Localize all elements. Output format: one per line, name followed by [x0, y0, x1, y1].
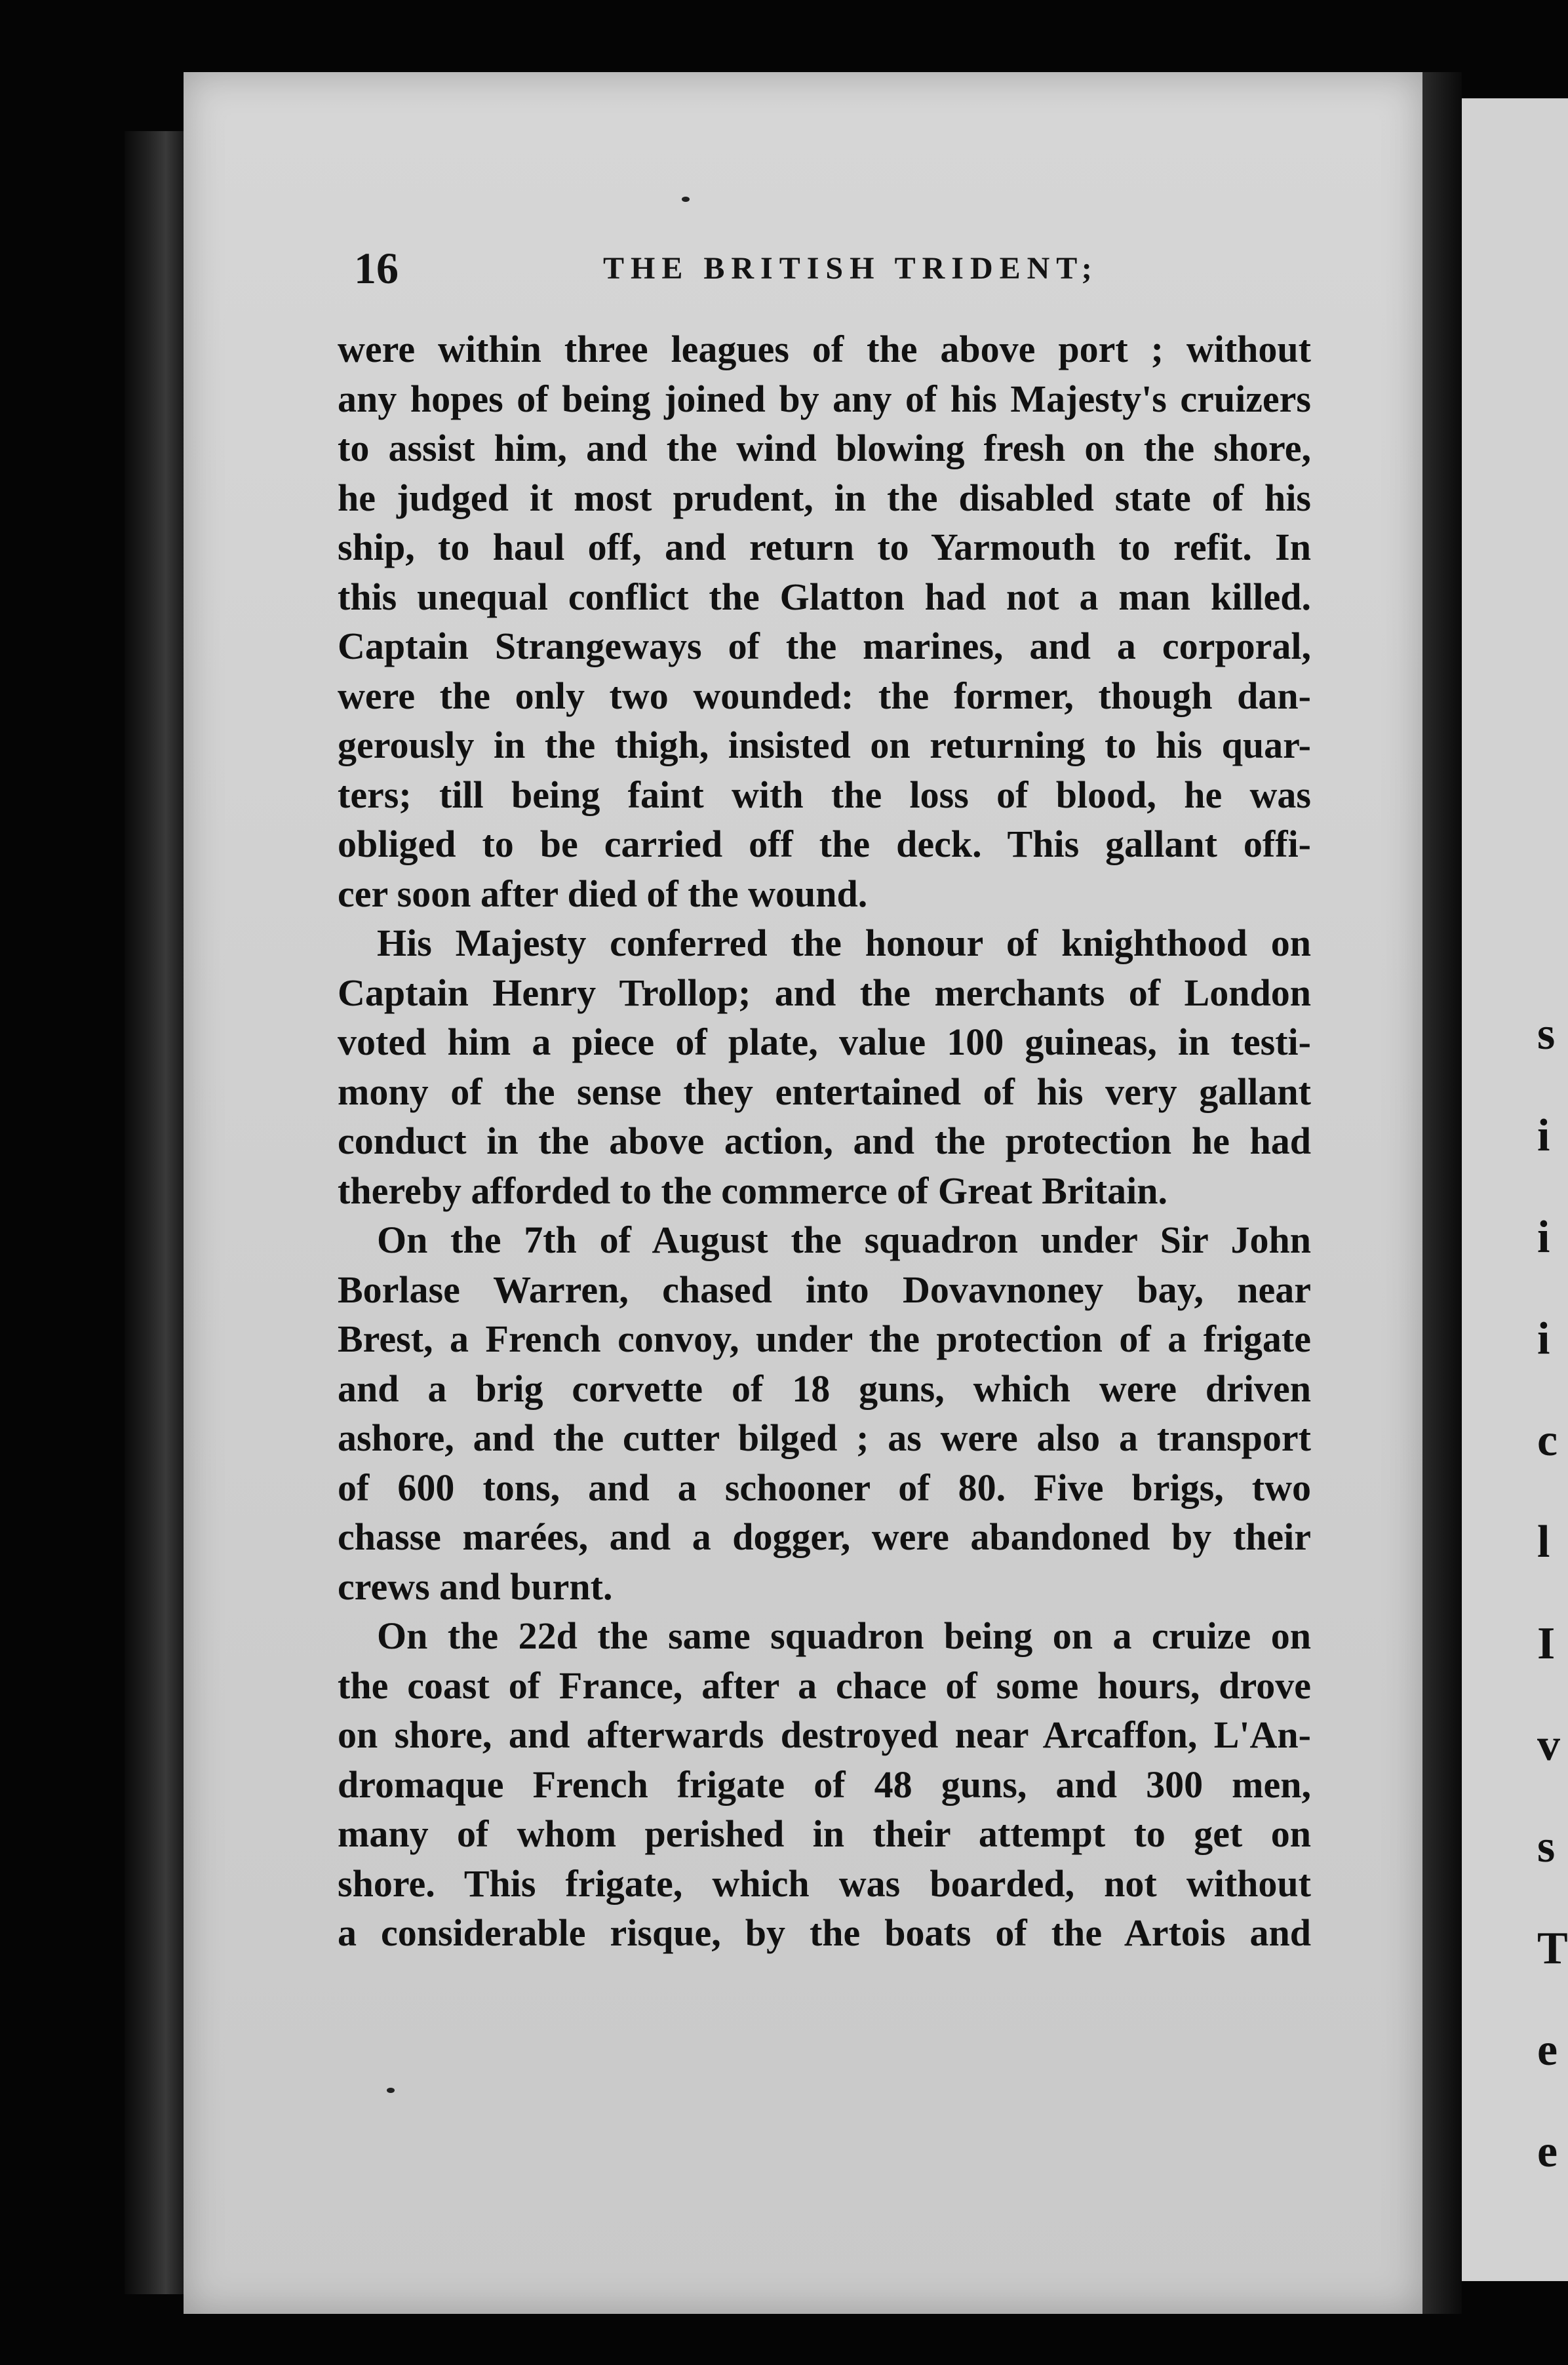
facing-letter: i: [1537, 1314, 1550, 1364]
text-line: dromaque French frigate of 48 guns, and 300 men,: [338, 1763, 1311, 1806]
text-line: on shore, and afterwards destroyed near Arcaffon, L'An-: [338, 1713, 1311, 1756]
running-title: THE BRITISH TRIDENT;: [603, 251, 1099, 286]
text-line: On the 7th of August the squadron under Sir John: [377, 1219, 1311, 1261]
text-line: crews and burnt.: [338, 1565, 613, 1608]
text-line: Captain Henry Trollop; and the merchants of London: [338, 971, 1311, 1014]
text-line: His Majesty conferred the honour of knighthood on: [377, 922, 1311, 964]
text-line: obliged to be carried off the deck. This gallant offi-: [338, 823, 1311, 865]
text-line: he judged it most prudent, in the disabled state of his: [338, 476, 1311, 519]
text-line: were within three leagues of the above port ; without: [338, 328, 1311, 370]
facing-letter: i: [1537, 1212, 1550, 1262]
facing-letter: T: [1537, 1923, 1568, 1974]
page-header: [354, 243, 1350, 295]
text-line: voted him a piece of plate, value 100 guineas, in testi-: [338, 1021, 1311, 1063]
text-line: any hopes of being joined by any of his Majesty's cruizers: [338, 377, 1311, 420]
body-text: [338, 324, 1311, 1958]
text-line: the coast of France, after a chace of some hours, drove: [338, 1664, 1311, 1707]
text-line: ters; till being faint with the loss of blood, he was: [338, 773, 1311, 816]
text-line: were the only two wounded: the former, though dan-: [338, 674, 1311, 717]
text-line: to assist him, and the wind blowing fresh on the shore,: [338, 427, 1311, 469]
text-line: many of whom perished in their attempt to get on: [338, 1812, 1311, 1855]
text-line: Brest, a French convoy, under the protection of a frigate: [338, 1318, 1311, 1360]
print-speck: [387, 2088, 395, 2093]
facing-letter: i: [1537, 1110, 1550, 1161]
text-line: ashore, and the cutter bilged ; as were also a transport: [338, 1417, 1311, 1459]
gutter-shadow: [1422, 72, 1462, 2314]
page-number: 16: [354, 243, 399, 293]
text-line: this unequal conflict the Glatton had not a man killed.: [338, 575, 1311, 618]
facing-letter: c: [1537, 1415, 1558, 1466]
text-line: Captain Strangeways of the marines, and a corporal,: [338, 625, 1311, 667]
text-line: ship, to haul off, and return to Yarmouth to refit. In: [338, 526, 1311, 568]
facing-page-letters: [1537, 983, 1568, 2177]
text-line: conduct in the above action, and the protection he had: [338, 1120, 1311, 1162]
facing-letter: I: [1537, 1618, 1556, 1669]
facing-letter: s: [1537, 1009, 1556, 1059]
text-line: a considerable risque, by the boats of the Artois and: [338, 1911, 1311, 1954]
text-line: of 600 tons, and a schooner of 80. Five brigs, two: [338, 1466, 1311, 1509]
facing-letter: e: [1537, 2025, 1558, 2075]
text-line: and a brig corvette of 18 guns, which were driven: [338, 1367, 1311, 1410]
text-line: chasse marées, and a dogger, were abandoned by their: [338, 1515, 1311, 1558]
text-line: cer soon after died of the wound.: [338, 872, 868, 915]
print-speck: [682, 197, 690, 202]
facing-letter: v: [1537, 1720, 1560, 1770]
text-line: shore. This frigate, which was boarded, not without: [338, 1862, 1311, 1905]
book-binding-edge: [125, 131, 184, 2294]
facing-letter: e: [1537, 2126, 1558, 2177]
text-line: thereby afforded to the commerce of Great Britain.: [338, 1169, 1167, 1212]
text-line: On the 22d the same squadron being on a cruize on: [377, 1614, 1311, 1657]
facing-letter: s: [1537, 1822, 1556, 1872]
facing-letter: l: [1537, 1517, 1550, 1567]
text-line: mony of the sense they entertained of his very gallant: [338, 1070, 1311, 1113]
text-line: Borlase Warren, chased into Dovavnoney bay, near: [338, 1268, 1311, 1311]
text-line: gerously in the thigh, insisted on returning to his quar-: [338, 724, 1311, 766]
